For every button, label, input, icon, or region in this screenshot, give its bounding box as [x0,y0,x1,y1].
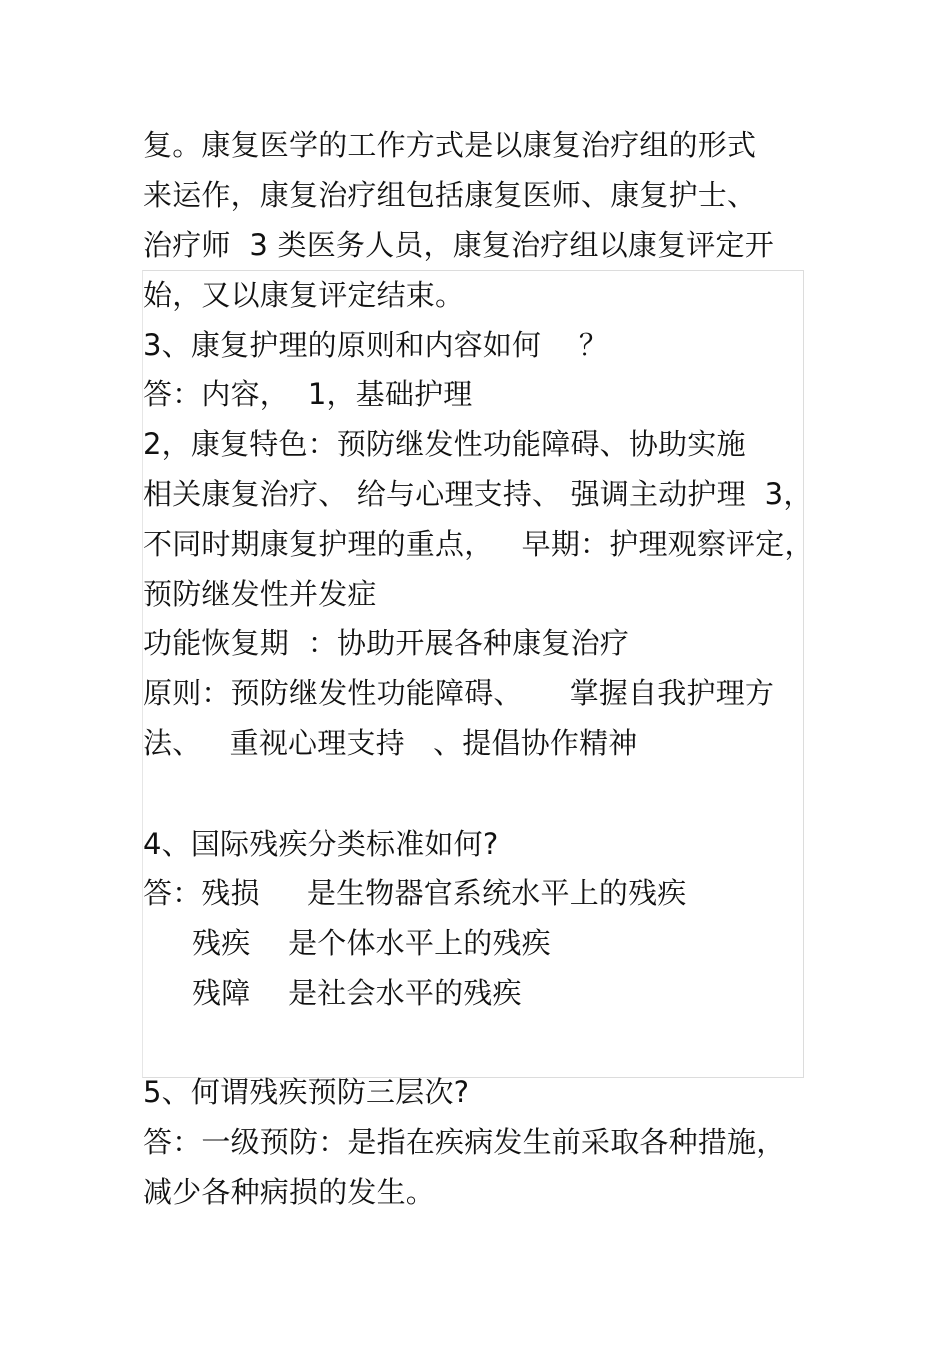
answer-3-line-5: 预防继发性并发症 [143,577,377,611]
answer-3-line-1: 答：内容， 1，基础护理 [143,377,473,411]
question-4-heading: 4、国际残疾分类标准如何? [143,827,499,861]
answer-3-line-7: 原则：预防继发性功能障碍、 掌握自我护理方 [143,676,775,710]
text-line-4: 始，又以康复评定结束。 [143,278,465,312]
answer-3-line-3: 相关康复治疗、 给与心理支持、 强调主动护理 3， [143,477,813,511]
answer-3-line-6: 功能恢复期 ：协助开展各种康复治疗 [143,626,630,660]
answer-3-line-8: 法、 重视心理支持 、提倡协作精神 [143,726,638,760]
text-line-3: 治疗师 3 类医务人员，康复治疗组以康复评定开 [143,228,774,262]
answer-4-line-1: 答：残损 是生物器官系统水平上的残疾 [143,876,687,910]
answer-4-line-2: 残疾 是个体水平上的残疾 [192,926,551,960]
text-line-1: 复。康复医学的工作方式是以康复治疗组的形式 [143,128,757,162]
question-5-heading: 5、何谓残疾预防三层次? [143,1075,470,1109]
answer-4-line-3: 残障 是社会水平的残疾 [192,976,522,1010]
answer-5-line-1: 答：一级预防：是指在疾病发生前采取各种措施， [143,1125,786,1159]
answer-5-line-2: 减少各种病损的发生。 [143,1175,436,1209]
question-3-heading: 3、康复护理的原则和内容如何 ？ [143,328,609,362]
text-line-2: 来运作，康复治疗组包括康复医师、康复护士、 [143,178,757,212]
answer-3-line-2: 2，康复特色：预防继发性功能障碍、协助实施 [143,427,746,461]
answer-3-line-4: 不同时期康复护理的重点， 早期：护理观察评定， [143,527,814,561]
